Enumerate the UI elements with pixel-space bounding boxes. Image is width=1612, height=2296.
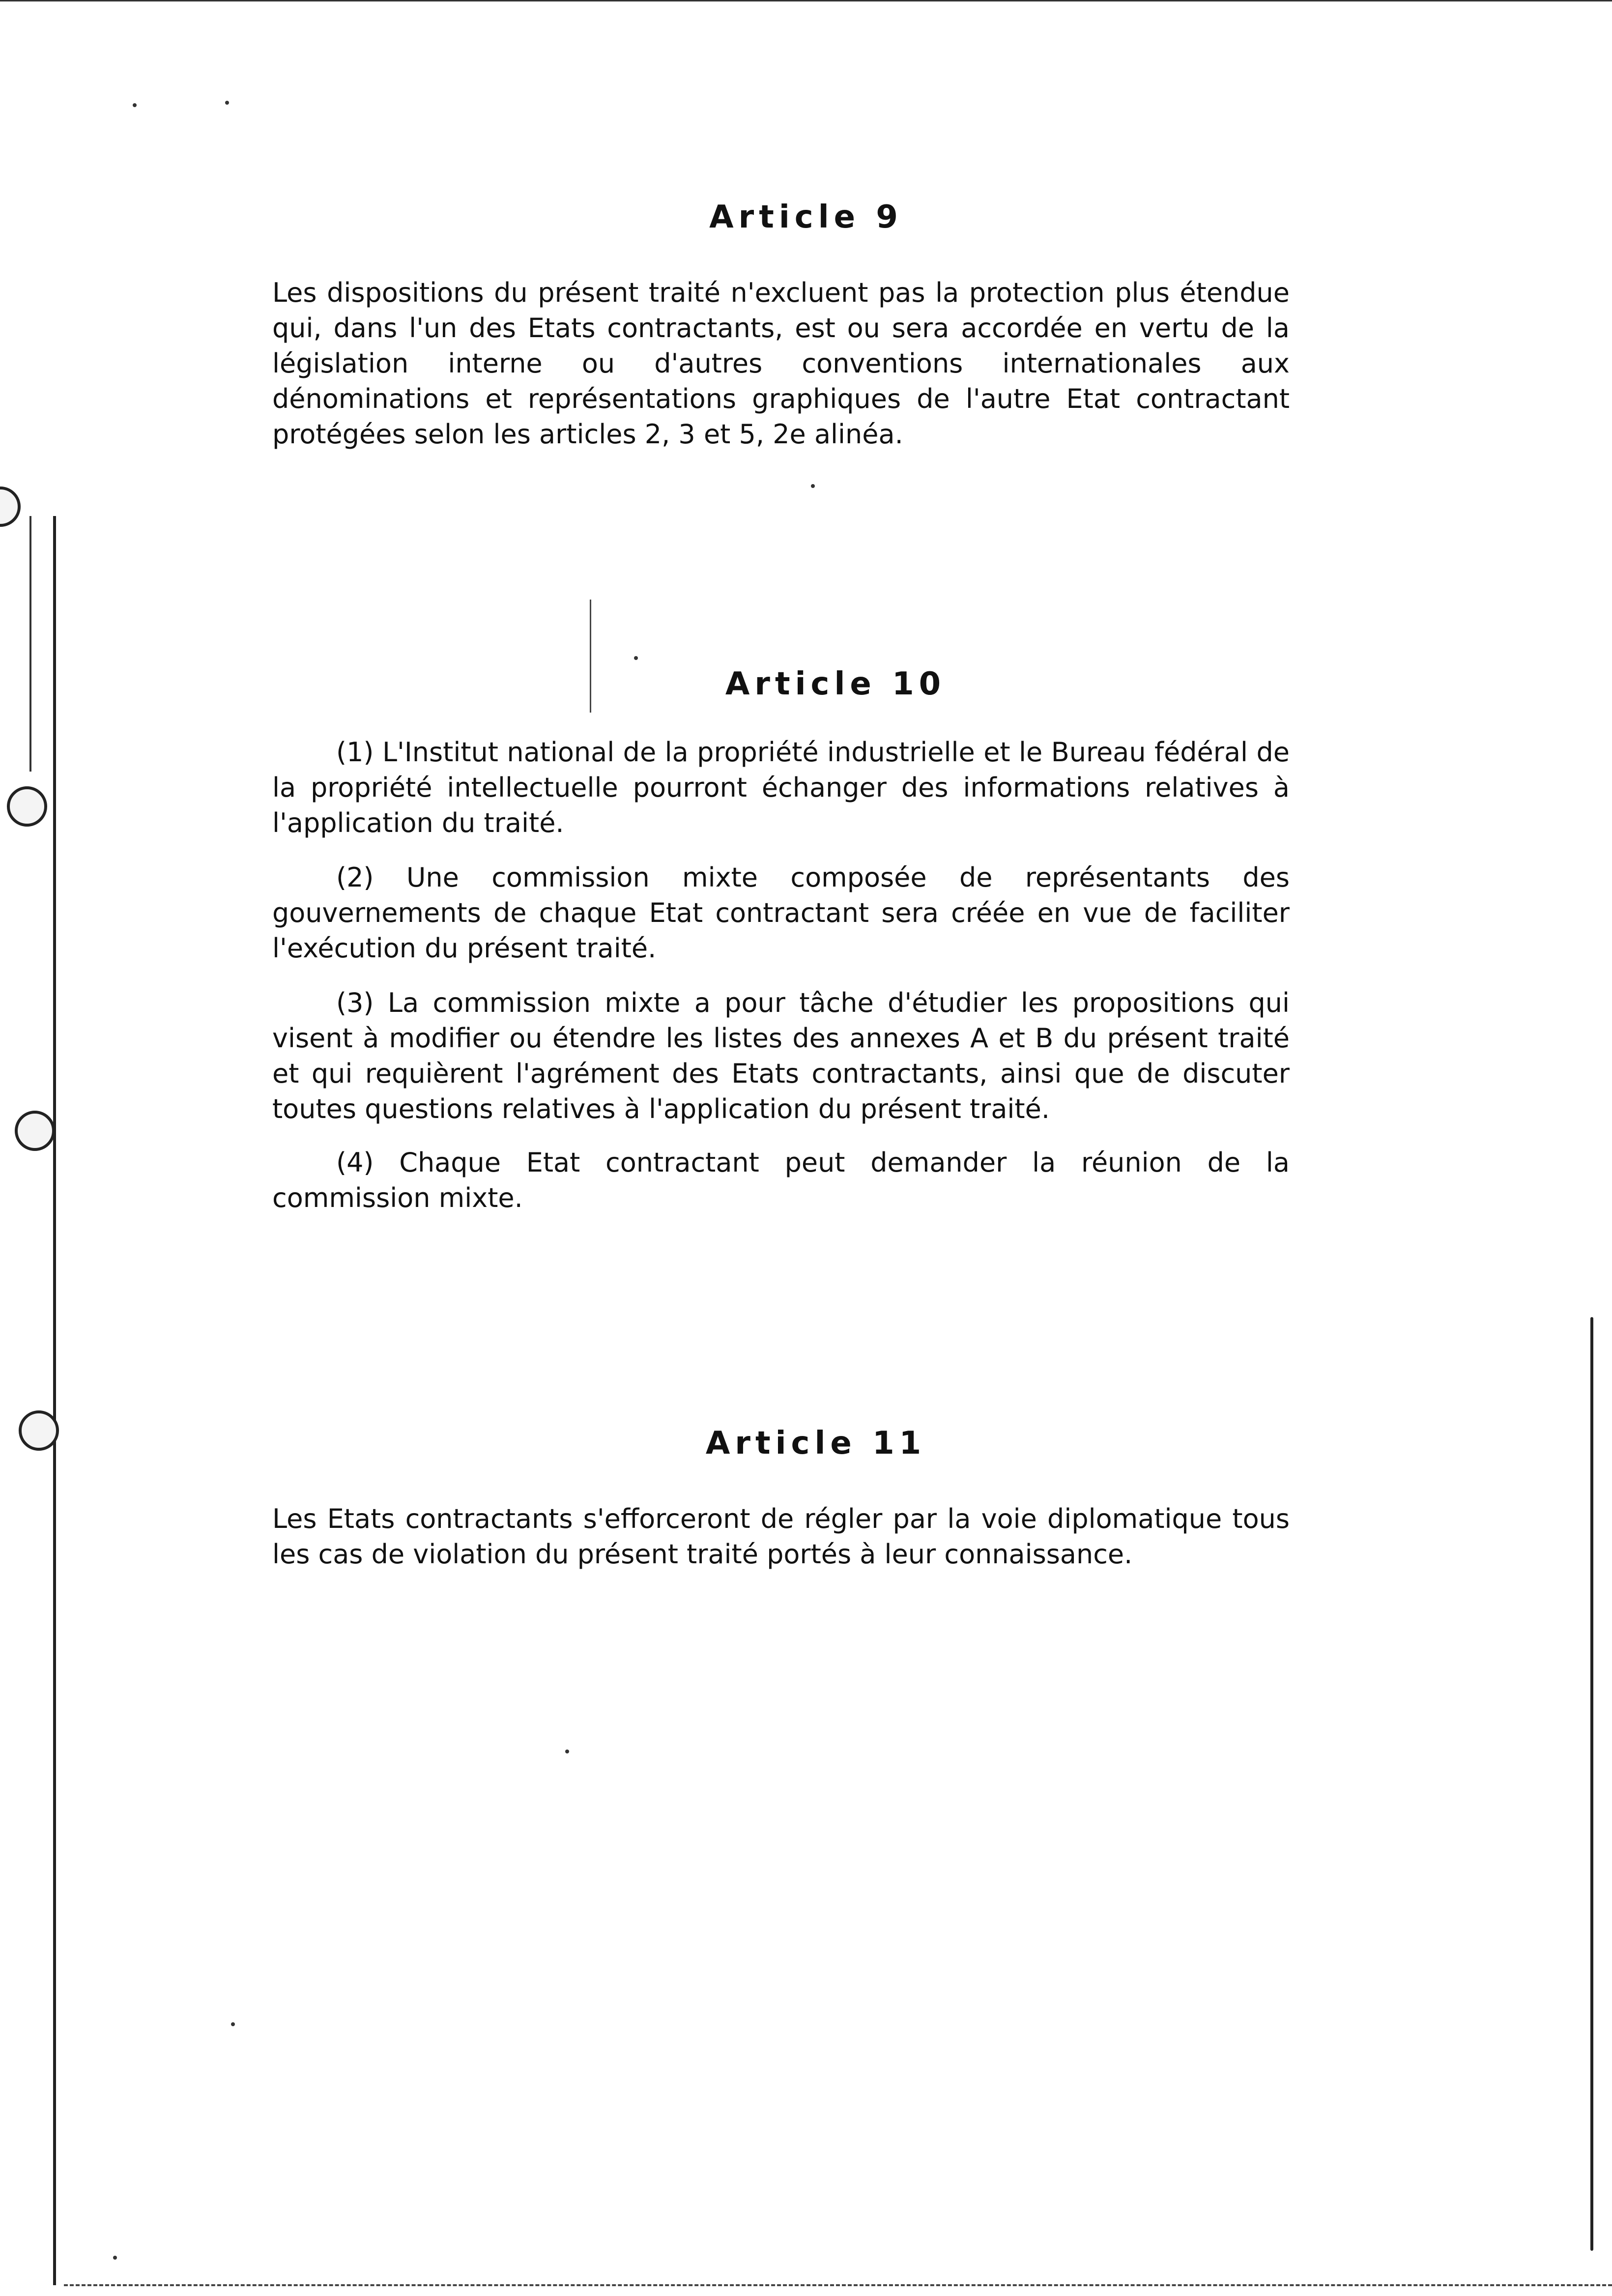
scan-speck <box>133 103 137 107</box>
scan-speck <box>634 656 638 660</box>
article-9-paragraph: Les dispositions du présent traité n'excluent pas la protection plus étendue qui, dans l'un des Etats contractants, est ou sera accordée en vertu de la législation interne ou d'autres conventions internationales aux dénominations et représentations graphiques de l'autre Etat contractant protégées selon les articles 2, 3 et 5, 2e alinéa. <box>272 277 1290 450</box>
scan-speck <box>231 2022 235 2026</box>
article-10-paragraph-3: (3) La commission mixte a pour tâche d'étudier les propositions qui visent à modifier ou étendre les listes des annexes A et B du présent traité et qui requièrent l'agrément des Etats contractants, ainsi que de discuter toutes questions relatives à l'application du présent traité. <box>272 987 1290 1124</box>
binder-line-upper <box>29 516 31 772</box>
article-9-heading: Article 9 <box>709 199 903 235</box>
scan-speck <box>565 1750 569 1753</box>
scan-edge-bottom <box>64 2284 1612 2286</box>
article-10-paragraph-4: (4) Chaque Etat contractant peut demander la réunion de la commission mixte. <box>272 1147 1290 1213</box>
scan-speck <box>113 2256 117 2260</box>
article-10-paragraph-1: (1) L'Institut national de la propriété industrielle et le Bureau fédéral de la propriété intellectuelle pourront échanger des informations relatives à l'application du traité. <box>272 737 1290 838</box>
punch-hole-icon <box>7 786 47 827</box>
punch-hole-icon <box>0 487 21 527</box>
article-10-paragraph-2: (2) Une commission mixte composée de représentants des gouvernements de chaque Etat contractant sera créée en vue de faciliter l'exécution du présent traité. <box>272 862 1290 964</box>
scan-speck <box>225 101 229 105</box>
article-11-paragraph: Les Etats contractants s'efforceront de régler par la voie diplomatique tous les cas de violation du présent traité portés à leur connaissance. <box>272 1503 1290 1570</box>
scan-speck <box>811 484 815 488</box>
scan-edge-top <box>0 0 1612 4</box>
article-11-heading: Article 11 <box>705 1425 926 1462</box>
article-10-heading: Article 10 <box>725 666 946 702</box>
binder-line <box>53 516 56 2285</box>
punch-hole-icon <box>15 1111 55 1151</box>
